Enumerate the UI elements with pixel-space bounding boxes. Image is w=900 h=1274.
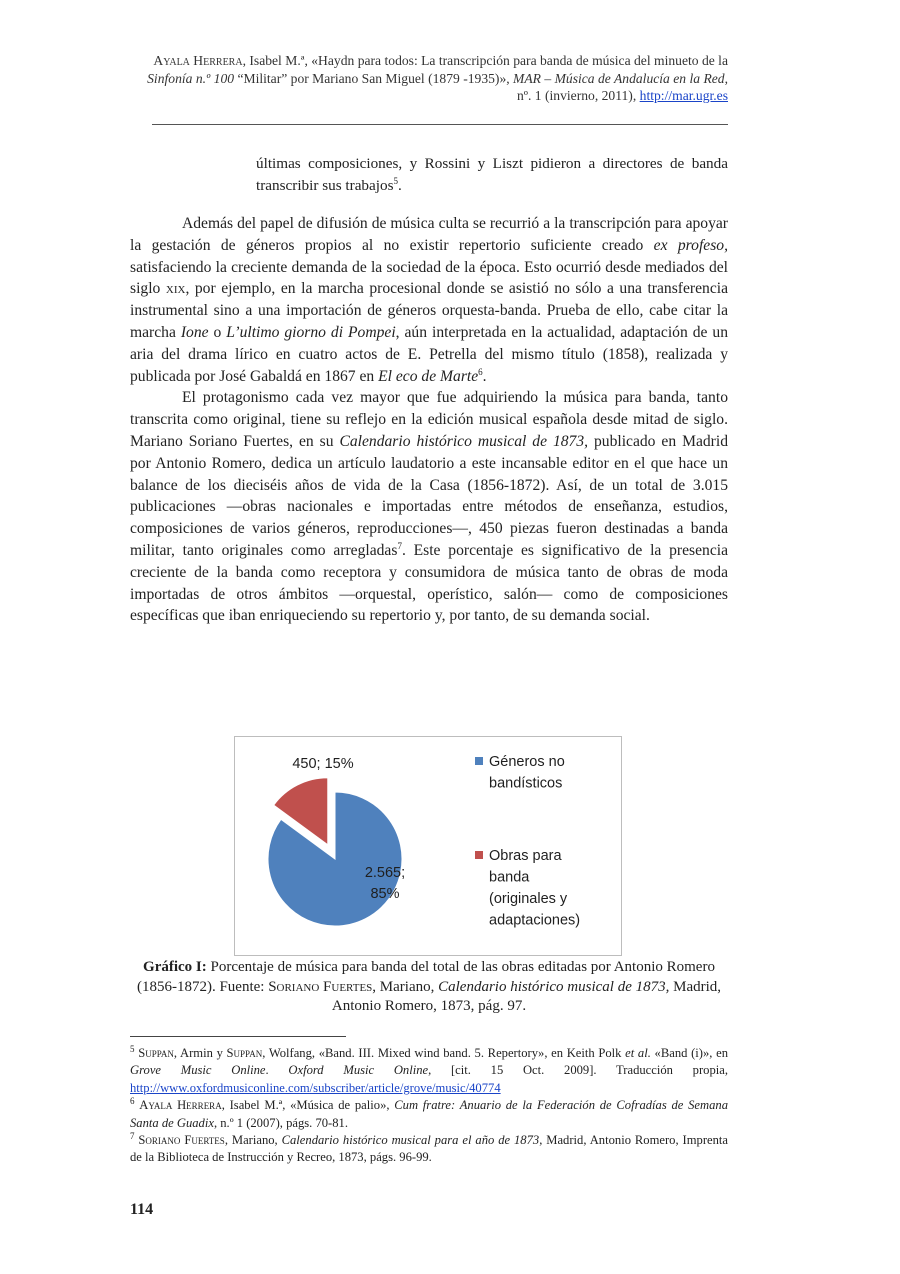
paragraph-text: . Este porcentaje es significativo de la presencia creciente de la banda como receptora y consumidora de música tanto de obras de moda importadas de otros ámbitos —orquestal, operístico, salón— como de composiciones específicas que iban enriqueciendo su repertorio y, por tanto, de su demanda social. [130,541,728,625]
footnote-ref-6[interactable]: 6 [478,366,483,377]
caption-source-author: Soriano Fuertes [268,978,373,995]
header-text: “Militar” por Mariano San Miguel (1879 -1935)», [234,70,514,86]
footnote-ref-7[interactable]: 7 [397,540,402,551]
caption-text: Madrid, Antonio Romero, 1873, pág. 97. [331,978,722,1015]
paragraph-2 [130,387,728,627]
paragraph-italic: Calendario histórico musical de 1873, [339,432,589,450]
footnotes [130,1045,728,1167]
paragraph-italic: El eco de Marte [378,367,479,385]
footnote-link[interactable]: http://www.oxfordmusiconline.com/subscriber/article/grove/music/40774 [130,1080,501,1095]
footnote-rule [130,1036,346,1037]
footnote-number: 5 [130,1043,135,1054]
header-author: Ayala Herrera [153,53,243,68]
footnote-text: , n.º 1 (2007), págs. 70-81. [213,1115,348,1130]
footnote-text: «Band (i)», en [650,1046,729,1060]
footnote-text: . [265,1063,289,1078]
footnote-author: Soriano Fuertes [138,1133,225,1148]
paragraph-text: o [208,323,227,341]
footnote-author: Suppan [138,1046,174,1060]
paragraph-italic: Ione [180,323,209,341]
footnote-number: 6 [130,1096,135,1107]
block-quote [256,153,728,197]
footnote-7 [130,1132,728,1167]
quote-end: . [398,177,402,194]
legend-label-1: adaptaciones) [489,912,581,929]
header-symphony-title: Sinfonía n.º 100 [147,70,235,86]
paragraph-italic: ex profeso, [653,236,728,254]
footnote-6 [130,1097,728,1132]
paragraph-text: El protagonismo cada vez mayor que fue adquiriendo la música para banda, tanto transcrita como original, tiene su reflejo en la edición musical española desde mitad de siglo. Mariano Soriano Fuertes, en su [130,389,728,450]
running-header [130,52,728,105]
legend-label-0: Géneros no [489,754,565,770]
caption-colon: : [201,959,211,975]
data-label-1: 450; 15% [292,756,354,772]
paragraph-text: , aún interpretada en la actualidad, adaptación de un aria del drama lírico en cuatro actos de E. Petrella del mismo título (1858), realizada y publicada por José Gabaldá en 1867 en [130,323,728,385]
footnote-text: , Mariano, [224,1133,282,1148]
footnote-author: Suppan [226,1046,263,1060]
footnote-italic: Oxford Music Online [288,1063,429,1078]
footnote-number: 7 [130,1130,135,1141]
footnote-italic: Grove Music Online [130,1063,266,1078]
caption-text: , Mariano, [372,978,439,995]
footnote-italic: Calendario histórico musical para el año de 1873 [281,1133,540,1148]
pie-chart [234,736,622,956]
paragraph-text: publicado en Madrid por Antonio Romero, dedica un artículo laudatorio a este incansable editor en el que hace un balance de los dieciséis años de vida de la Casa (1856-1872). Así, de un total de 3.015 publicaciones —obras nacionales e importadas entre métodos de enseñanza, estudios, composiciones de varios géneros, reproducciones—, 450 piezas fueron destinadas a banda militar, tanto originales como arregladas [130,432,728,559]
page-number: 114 [130,1201,154,1218]
footnote-italic: et al. [625,1046,651,1060]
caption-source-title: Calendario histórico musical de 1873, [438,978,670,995]
header-journal-link[interactable]: http://mar.ugr.es [639,88,728,104]
footnote-text: , Wolfang, «Band. III. Mixed wind band. 5. Repertory», en Keith Polk [262,1046,626,1060]
pie-chart-svg [235,737,621,955]
header-issue: , nº. 1 (invierno, 2011), [517,70,728,104]
legend-label-1: (originales y [489,891,568,907]
body-text [130,213,728,627]
footnote-5 [130,1045,728,1097]
caption-label: Gráfico I [143,959,202,975]
legend-label-0: bandísticos [489,775,563,792]
header-rule [152,124,728,125]
figure-caption [130,958,728,1017]
paragraph-italic: L’ultimo giorno di Pompei [226,323,396,341]
footnote-text: , [cit. 15 Oct. 2009]. Traducción propia, [428,1063,728,1078]
footnote-text: , Madrid, Antonio Romero, Imprenta de la Biblioteca de Instrucción y Recreo, 1873, págs. 96-99. [130,1133,728,1165]
data-label-0: 2.565; [364,865,406,881]
footnote-italic: Cum fratre: Anuario de la Federación de Cofradías de Semana Santa de Guadix [130,1098,729,1130]
paragraph-text: Además del papel de difusión de música culta se recurrió a la transcripción para apoyar la gestación de géneros propios al no existir repertorio suficiente creado [130,215,728,254]
legend-swatch-0 [475,757,483,765]
paragraph-end: . [482,367,487,385]
paragraph-1 [130,213,728,387]
quote-text: últimas composiciones, y Rossini y Liszt pidieron a directores de banda transcribir sus trabajos [256,155,728,194]
legend-label-1: Obras para [489,848,562,864]
header-text: , Isabel M.ª, «Haydn para todos: La transcripción para banda de música del minueto de la [242,53,728,68]
caption-text: Porcentaje de música para banda del total de las obras editadas por Antonio Romero (1856-1872). Fuente: [136,959,715,995]
century-numeral: xix [165,280,186,298]
paragraph-text: satisfaciendo la creciente demanda de la sociedad de la época. Esto ocurrió desde mediados del siglo [130,258,728,298]
legend-label-1: banda [489,869,530,886]
footnote-author: Ayala Herrera [139,1098,222,1113]
footnote-text: , Isabel M.ª, «Música de palio», [221,1098,395,1113]
data-label-0: 85% [370,886,400,902]
footnote-ref-5[interactable]: 5 [393,175,398,186]
footnote-text: , Armin y [173,1046,227,1060]
header-journal: MAR – Música de Andalucía en la Red [513,70,725,86]
legend-swatch-1 [475,851,483,859]
paragraph-text: , por ejemplo, en la marcha procesional donde se asistió no sólo a una transferencia instrumental sino a una importación de géneros orquesta-banda. Prueba de ello, cabe citar la marcha [130,280,728,341]
